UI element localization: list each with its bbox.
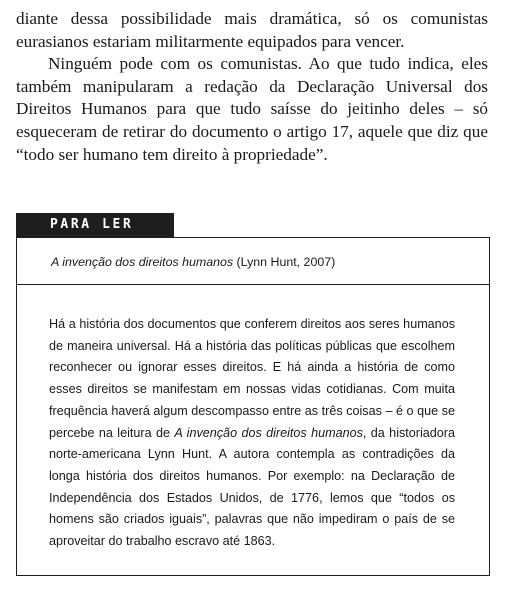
paragraph: Ninguém pode com os comunistas. Ao que tudo indica, eles também manipularam a redação da Declaração Universal dos Direitos Humanos para que tudo saísse do jeitinho deles – só esqueceram de retirar do documento o artigo 17, aquele que diz que “todo ser humano tem direito à propriedade”. — [16, 54, 488, 164]
main-text — [16, 8, 488, 166]
book-title-inline: A invenção dos direitos humanos — [174, 425, 363, 440]
book-description — [49, 314, 455, 553]
reading-box-reference — [16, 237, 490, 285]
reading-box-tab: PARA LER — [16, 213, 174, 237]
paragraph-continued: diante dessa possibilidade mais dramática, só os comunistas eurasianos estariam militarmente equipados para vencer. — [16, 9, 488, 51]
book-author-year: (Lynn Hunt, 2007) — [233, 255, 336, 269]
description-text: , da historiadora norte-americana Lynn Hunt. A autora contempla as contradições da longa história dos direitos humanos. Por exemplo: na Declaração de Independência dos Estados Unidos, de 1776, lemos que “todos os homens são criados iguais”, palavras que não impediram o país de se aproveitar do trabalho escravo até 1863. — [49, 425, 455, 549]
reading-box-content — [16, 284, 490, 576]
description-text: Há a história dos documentos que conferem direitos aos seres humanos de maneira universal. Há a história das políticas públicas que escolhem reconhecer ou ignorar esses direitos. E há ainda a história de como esses direitos se manifestam em nossas vidas cotidianas. Com muita frequência haverá algum descompasso entre as três coisas – é o que se percebe na leitura de — [49, 317, 455, 440]
book-title: A invenção dos direitos humanos — [51, 255, 234, 269]
book-reference — [51, 255, 335, 270]
